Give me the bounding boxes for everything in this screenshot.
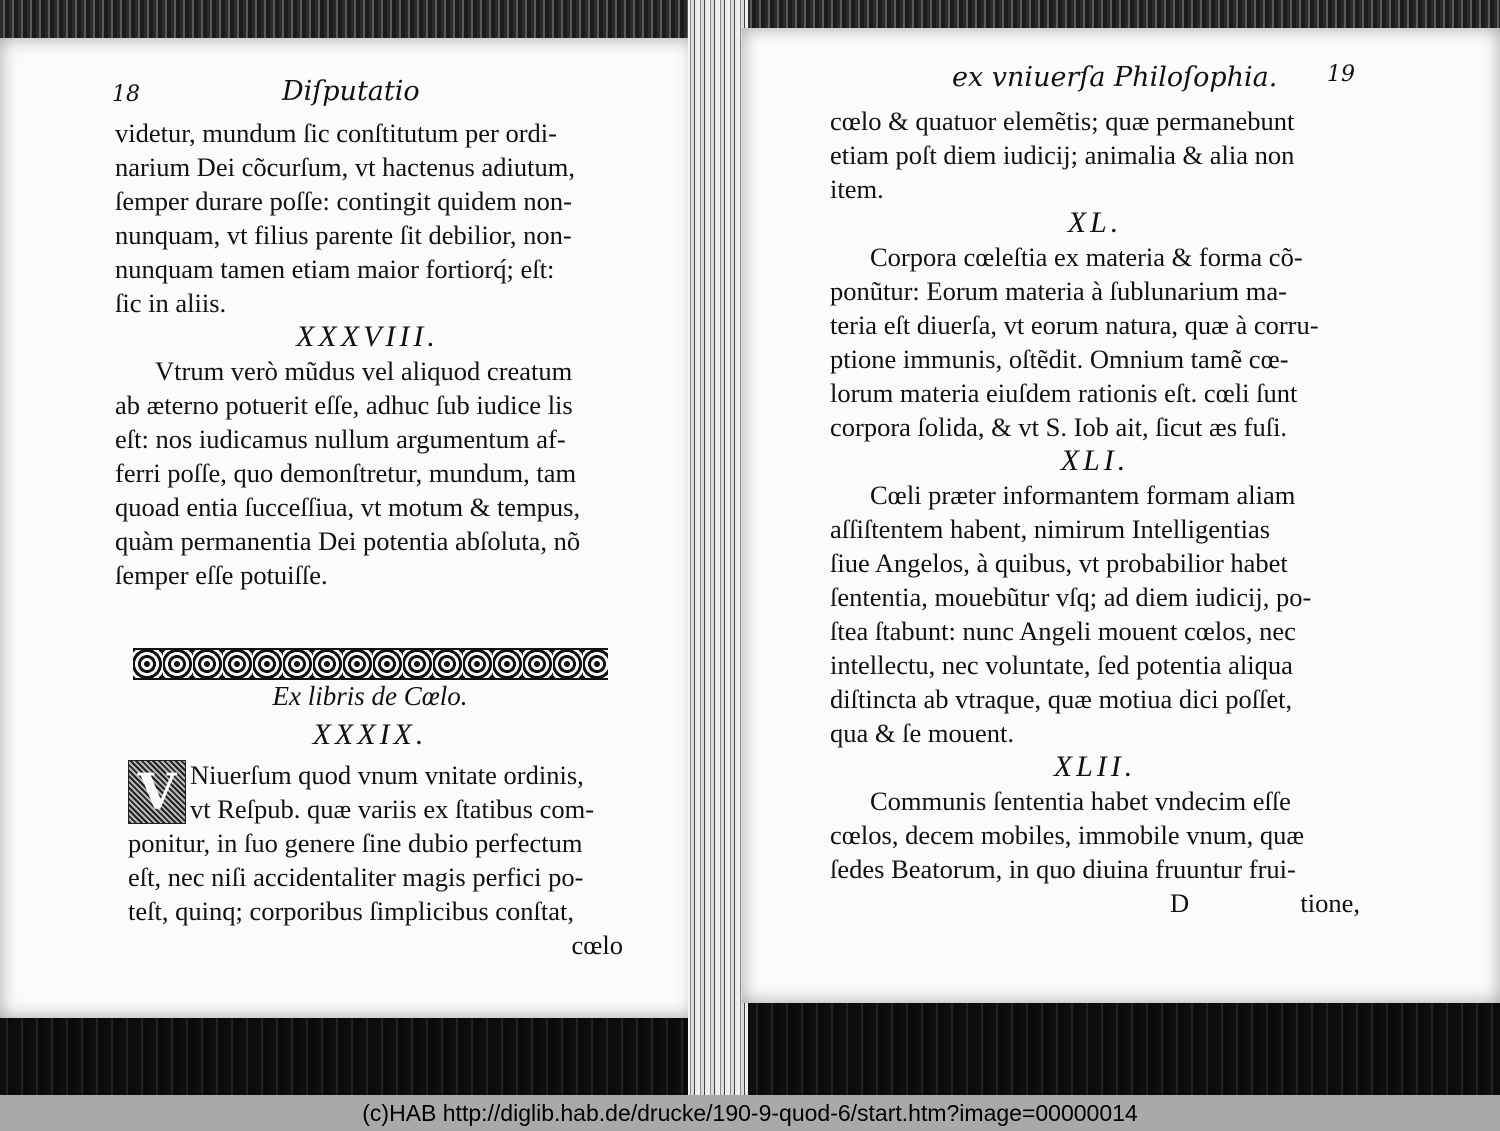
text-line: ab æterno potuerit eſſe, adhuc ſub iudice lis [115, 390, 573, 420]
thesis-heading-38: XXXVIII. [296, 320, 439, 353]
catchword-right: tione, [1300, 888, 1360, 918]
text-line: qua & ſe mouent. [830, 718, 1014, 748]
left-text-39-body [128, 758, 623, 962]
text-line: ponũtur: Eorum materia à ſublunarium ma- [830, 276, 1287, 306]
text-line: Corpora cœleſtia ex materia & forma cõ- [870, 242, 1303, 272]
running-head-right: ex vniuerſa Philoſophia. [952, 62, 1278, 93]
right-page [742, 28, 1500, 1003]
thesis-heading-40: XL. [1067, 206, 1123, 239]
text-line: aſſiſtentem habent, nimirum Intelligentias [830, 514, 1271, 544]
text-line: videtur, mundum ſic conſtitutum per ordi- [115, 118, 557, 148]
text-line: cœlos, decem mobiles, immobile vnum, quæ [830, 820, 1304, 850]
text-line: ſemper eſſe potuiſſe. [115, 560, 328, 590]
copyright-footer: (c)HAB http://diglib.hab.de/drucke/190-9-quod-6/start.htm?image=00000014 [0, 1095, 1500, 1131]
text-line: ponitur, in ſuo genere ſine dubio perfectum [128, 828, 583, 858]
text-line: etiam poſt diem iudicij; animalia & alia non [830, 140, 1295, 170]
thesis-heading-42: XLII. [1053, 750, 1137, 783]
text-line: nunquam tamen etiam maior fortiorq́; eſt: [115, 254, 555, 284]
catchword-row [830, 886, 1360, 920]
text-line: nunquam, vt filius parente ſit debilior, non- [115, 220, 572, 250]
right-text [830, 104, 1360, 920]
text-line: corpora ſolida, & vt S. Iob ait, ſicut æs fuſi. [830, 412, 1288, 442]
text-line: Niuerſum quod vnum vnitate ordinis, [190, 760, 584, 790]
left-text-top [115, 116, 620, 592]
running-head-left: Diſputatio [282, 76, 420, 107]
thesis-heading-39: XXXIX. [312, 718, 428, 751]
text-line: vt Reſpub. quæ variis ex ſtatibus com- [190, 794, 595, 824]
folio-right: 19 [1327, 62, 1355, 87]
text-line: ptione immunis, oſtẽdit. Omnium tamẽ cœ- [830, 344, 1289, 374]
section-title: Ex libris de Cœlo. [272, 681, 468, 711]
book-gutter [688, 0, 748, 1095]
catchword-left: cœlo [571, 930, 623, 960]
text-line: ferri poſſe, quo demonſtretur, mundum, tam [115, 458, 577, 488]
text-line: narium Dei cõcurſum, vt hactenus adiutum, [115, 152, 575, 182]
text-line: item. [830, 174, 884, 204]
folio-left: 18 [112, 82, 140, 107]
signature-mark: D [1170, 888, 1190, 918]
text-line: Communis ſententia habet vndecim eſſe [870, 786, 1291, 816]
text-line: ſedes Beatorum, in quo diuina fruuntur frui- [830, 854, 1296, 884]
text-line: quoad entia ſucceſſiua, vt motum & tempus, [115, 492, 581, 522]
left-text-39 [120, 718, 620, 752]
text-line: Vtrum verò mũdus vel aliquod creatum [155, 356, 573, 386]
text-line: Cœli præter informantem formam aliam [870, 480, 1296, 510]
text-line: ſic in aliis. [115, 288, 227, 318]
text-line: cœlo & quatuor elemẽtis; quæ permanebunt [830, 106, 1295, 136]
left-page [0, 38, 695, 1018]
decorated-initial-letter: V [128, 760, 186, 824]
text-line: ſiue Angelos, à quibus, vt probabilior habet [830, 548, 1288, 578]
text-line: ſtea ſtabunt: nunc Angeli mouent cœlos, nec [830, 616, 1296, 646]
text-line: lorum materia eiuſdem rationis eſt. cœli ſunt [830, 378, 1298, 408]
text-line: teria eſt diuerſa, vt eorum natura, quæ à corru- [830, 310, 1319, 340]
text-line: teſt, quinq; corporibus ſimplicibus conſtat, [128, 896, 575, 926]
thesis-heading-41: XLI. [1060, 444, 1130, 477]
text-line: ſemper durare poſſe: contingit quidem non- [115, 186, 572, 216]
text-line: ſententia, mouebũtur vſq; ad diem iudicij, po- [830, 582, 1312, 612]
text-line: diſtincta ab vtraque, quæ motiua dici poſſet, [830, 684, 1293, 714]
text-line: eſt, nec niſi accidentaliter magis perfici po- [128, 862, 584, 892]
text-line: quàm permanentia Dei potentia abſoluta, nõ [115, 526, 581, 556]
text-line: intellectu, nec voluntate, ſed potentia aliqua [830, 650, 1293, 680]
text-line: eſt: nos iudicamus nullum argumentum af- [115, 424, 566, 454]
decorative-ornament-band [133, 648, 608, 680]
